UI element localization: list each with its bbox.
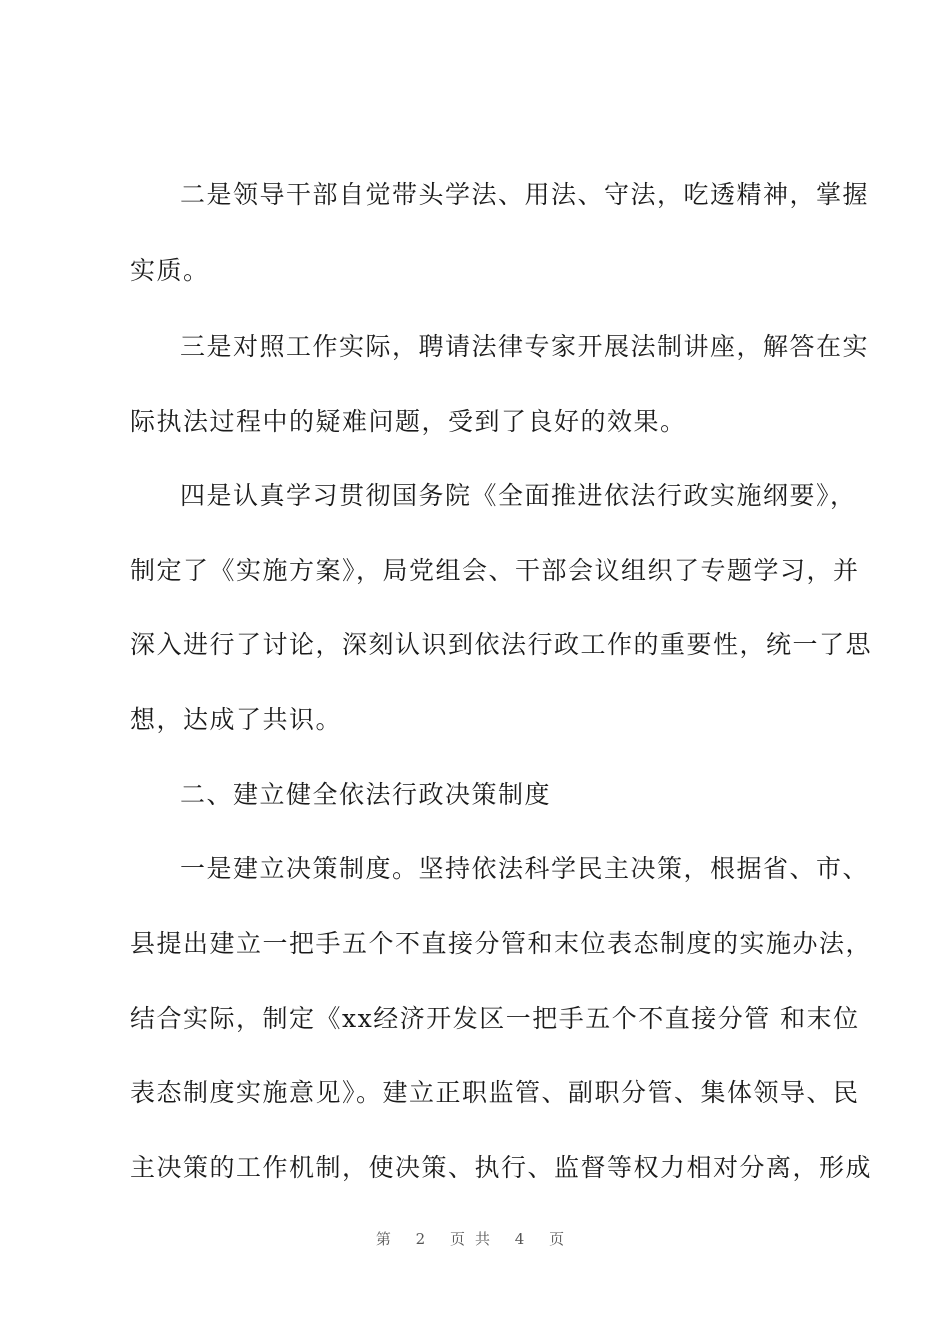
paragraph-line: 三是对照工作实际，聘请法律专家开展法制讲座，解答在实 (180, 332, 870, 361)
paragraph-line: 想，达成了共识。 (130, 705, 343, 734)
paragraph-line: 实质。 (130, 256, 210, 285)
paragraph-line: 一是建立决策制度。坚持依法科学民主决策，根据省、市、 (180, 854, 870, 883)
page-footer: 第 2 页共 4 页 (375, 1230, 575, 1248)
paragraph-line: 深入进行了讨论，深刻认识到依法行政工作的重要性，统一了思 (130, 630, 873, 659)
paragraph-line: 际执法过程中的疑难问题，受到了良好的效果。 (130, 407, 687, 436)
paragraph-line: 制定了《实施方案》，局党组会、干部会议组织了专题学习，并 (130, 556, 860, 585)
paragraph-line: 表态制度实施意见》。建立正职监管、副职分管、集体领导、民 (130, 1078, 860, 1107)
paragraph-line: 结合实际，制定《xx经济开发区一把手五个不直接分管 和末位 (130, 1004, 860, 1033)
paragraph-line: 主决策的工作机制，使决策、执行、监督等权力相对分离，形成 (130, 1153, 873, 1182)
section-heading: 二、建立健全依法行政决策制度 (180, 780, 552, 809)
paragraph-line: 县提出建立一把手五个不直接分管和末位表态制度的实施办法， (130, 929, 873, 958)
paragraph-line: 二是领导干部自觉带头学法、用法、守法，吃透精神，掌握 (180, 180, 870, 209)
paragraph-line: 四是认真学习贯彻国务院《全面推进依法行政实施纲要》， (180, 481, 857, 510)
